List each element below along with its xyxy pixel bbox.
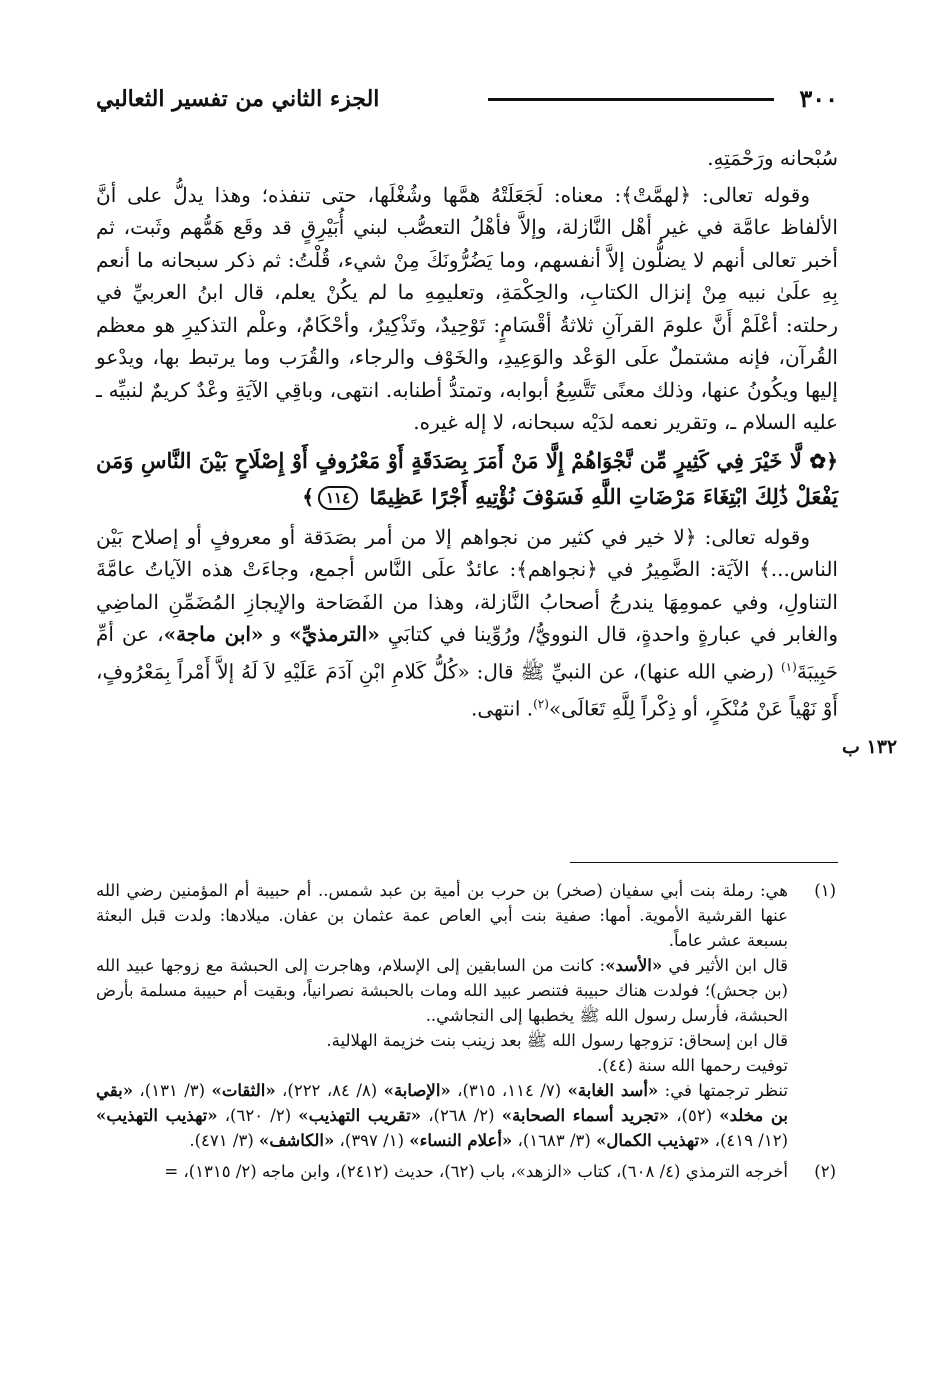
reference-title: «تهذيب الكمال» bbox=[596, 1131, 710, 1150]
reference-item bbox=[334, 1131, 512, 1150]
commentary-2-hadith: (رضي الله عنها)، عن النبيِّ ﷺ قال: «كُلُّ كَلامِ ابْنِ آدَمَ عَلَيْهِ لاَ لَهُ إلاَّ أَمْراً بِمَعْرُوفٍ، أَوْ نَهْياً عَنْ مُنْكَرٍ، أو ذِكْراً لِلَّهِ تَعَالَى» bbox=[96, 659, 838, 721]
footnote-1-bio: هي: رملة بنت أبي سفيان (صخر) بن حرب بن أمية بن عبد شمس.. أم حبيبة أم المؤمنين رضي الله عنها القرشية الأموية. أمها: صفية بنت أبي العاص عمة عثمان بن عفان. ميلادها: ولدت قبل البعثة بسبعة عشر عاماً. bbox=[96, 881, 788, 950]
reference-title: «الكاشف» bbox=[259, 1131, 335, 1150]
footnote-1 bbox=[96, 878, 838, 953]
footnote-ref-2[interactable]: (٢) bbox=[533, 696, 549, 711]
main-text bbox=[96, 142, 838, 725]
reference-item bbox=[218, 1106, 421, 1125]
references-lead: تنظر ترجمتها في: bbox=[664, 1081, 788, 1100]
page-header bbox=[96, 84, 838, 124]
reference-title: «تقريب التهذيب» bbox=[298, 1106, 422, 1125]
footnote-2-number: (٢) bbox=[814, 1162, 836, 1181]
reference-location: (٣/ ٤٧١). bbox=[189, 1131, 260, 1150]
footnote-1-references bbox=[96, 1078, 838, 1153]
footnote-1-ibn-ishaq: قال ابن إسحاق: تزوجها رسول الله ﷺ بعد زينب بنت خزيمة الهلالية. bbox=[326, 1031, 788, 1050]
reference-item bbox=[451, 1081, 659, 1100]
paragraph-commentary-2 bbox=[96, 521, 838, 725]
conjunction: و bbox=[271, 622, 282, 646]
manuscript-folio-marker: ١٣٢ ب bbox=[842, 736, 898, 758]
reference-title: «تهذيب التهذيب» bbox=[96, 1106, 218, 1125]
footnote-1-death: توفيت رحمها الله سنة (٤٤). bbox=[597, 1056, 788, 1075]
footnote-1-asad-lead: قال ابن الأثير في bbox=[668, 956, 788, 975]
footnote-1-number: (١) bbox=[814, 881, 836, 900]
commentary-2-end: . انتهى. bbox=[470, 696, 534, 721]
reference-item bbox=[133, 1081, 276, 1100]
commentary-2-text-b: ، عن أمِّ حَبِيبَةَ bbox=[96, 622, 839, 684]
quran-verse-block bbox=[96, 443, 838, 515]
reference-title: «الثقات» bbox=[211, 1081, 276, 1100]
book-title-asad: «الأسد» bbox=[605, 956, 663, 975]
reference-location: (٨/ ٨٤، ٢٢٢)، bbox=[275, 1081, 384, 1100]
footnote-1-asad-text: : كانت من السابقين إلى الإسلام، وهاجرت إلى الحبشة مع زوجها عبيد الله (بن جحش)؛ فولدت هناك حبيبة فتنصر عبيد الله ومات بالحبشة نصرانياً، وبقيت أم حبيبة مسلمة بأرض الحبشة، فأرسل رسول الله ﷺ يخطبها إلى النجاشي.. bbox=[96, 956, 788, 1025]
reference-item bbox=[276, 1081, 451, 1100]
reference-location: (١٢/ ٤١٩)، bbox=[709, 1131, 788, 1150]
verse-end-bracket-icon: ﴾ bbox=[302, 484, 314, 509]
reference-location: (٧/ ١١٤، ٣١٥)، bbox=[450, 1081, 568, 1100]
book-title-ibn-maja: «ابن ماجة» bbox=[163, 622, 264, 646]
footnote-1-asad bbox=[96, 953, 838, 1028]
verse-number-badge: ١١٤ bbox=[318, 486, 358, 510]
paragraph-continuation: سُبْحانه ورَحْمَتِهِ. bbox=[707, 146, 838, 170]
footnotes bbox=[96, 878, 838, 1184]
reference-location: (٥٢)، bbox=[669, 1106, 720, 1125]
footnote-separator bbox=[570, 862, 838, 863]
reference-item bbox=[512, 1131, 709, 1150]
running-title: الجزء الثاني من تفسير الثعالبي bbox=[96, 86, 380, 112]
reference-item bbox=[421, 1106, 669, 1125]
reference-title: «الإصابة» bbox=[383, 1081, 451, 1100]
reference-title: «بقي بن مخلد» bbox=[96, 1081, 789, 1125]
commentary-2-text: وقوله تعالى: ﴿لا خير في كثير من نجواهم إلا من أمر بصَدَقة أو معروفٍ أو إصلاح بَيْن الناس...﴾ الآيَة: الضَّمِيرُ في ﴿نجواهم﴾: عائدٌ علَى النَّاس أجمع، وجاءَتْ هذه الآياتُ عامَّةَ التناولِ، وفي عمومِهَا يندرجُ أصحابُ النَّازلة، وهذا من الفَصَاحة والإيجازِ المُضَمِّنِ الماضِي والغابر في عبارةٍ واحدةٍ، قال النوويُّ/ ورُوِّينا في كتابَيِ bbox=[96, 524, 838, 646]
header-rule bbox=[488, 98, 774, 101]
reference-location: (٢/ ٦٢٠)، bbox=[217, 1106, 299, 1125]
verse-start-ornament-icon: ﴿✿ bbox=[809, 448, 839, 473]
reference-location: (٣/ ١٣١)، bbox=[133, 1081, 212, 1100]
page-number: ٣٠٠ bbox=[799, 84, 838, 113]
reference-title: «تجريد أسماء الصحابة» bbox=[501, 1106, 670, 1125]
paragraph-commentary-1: وقوله تعالى: ﴿لهمَّتْ﴾: معناه: لَجَعَلَتْهُ همَّها وشُغْلَها، حتى تنفذه؛ وهذا يدلُّ على أنَّ الألفاظ عامَّة في غير أهْل النَّازلة، وإلاَّ فأهْلُ التعصُّب لبني أُبَيْرِقٍ قد وقَع هَمُّهم وثَبت، ثم أخبر تعالى أنهم لا يضلُّون إلاَّ أنفسهم، وما يَضُرُّونَكَ مِنْ شيء، قُلْتُ: ثم ذكر سبحانه ما أنعم بِهِ علَىٰ نبيه مِنْ إنزال الكتابِ، والحِكْمَةِ، وتعليمِهِ ما لم يكُنْ يعلم، قال ابنُ العربيِّ في رحلته: أعْلَمْ أَنَّ علومَ القرآنِ ثلاثةُ أقْسَامٍ: تَوْحِيدٌ، وتَذْكِيرٌ، وأحْكَامٌ، وعلْم التذكيرِ هو معظم القُرآن، فإنه مشتملٌ علَى الوَعْد والوَعِيدِ، والخَوْف والرجاء، والقُرَب وما يرتبط بها، ويدْعو إليها ويكُونُ عنها، وذلك معنًى تَتَّسِعُ أبوابه، وتمتدُّ أطنابه. انتهى، وباقِي الآيَةِ وعْدٌ كريمٌ لنبيِّه ـ عليه السلام ـ، وتقرير نعمه لدَيْه سبحانه، لا إله غيره. bbox=[96, 182, 838, 434]
footnote-2-text: أخرجه الترمذي (٤/ ٦٠٨)، كتاب «الزهد»، باب (٦٢)، حديث (٢٤١٢)، وابن ماجه (٢/ ١٣١٥)، = bbox=[164, 1162, 788, 1181]
reference-location: (٢/ ٢٦٨)، bbox=[421, 1106, 502, 1125]
reference-title: «أسد الغابة» bbox=[567, 1081, 659, 1100]
reference-item bbox=[189, 1131, 334, 1150]
footnote-ref-1[interactable]: (١) bbox=[780, 659, 797, 674]
reference-location: (١/ ٣٩٧)، bbox=[334, 1131, 410, 1150]
quran-verse-text: لَّا خَيْرَ فِي كَثِيرٍ مِّن نَّجْوَاهُمْ إِلَّا مَنْ أَمَرَ بِصَدَقَةٍ أَوْ مَعْرُوفٍ أَوْ إِصْلَاحٍ بَيْنَ النَّاسِ وَمَن يَفْعَلْ ذَٰلِكَ ابْتِغَاءَ مَرْضَاتِ اللَّهِ فَسَوْفَ نُؤْتِيهِ أَجْرًا عَظِيمًا bbox=[96, 447, 838, 509]
reference-location: (٣/ ١٦٨٣)، bbox=[512, 1131, 597, 1150]
footnote-2 bbox=[96, 1159, 838, 1184]
reference-title: «أعلام النساء» bbox=[409, 1131, 513, 1150]
book-title-tirmidhi: «الترمذيِّ» bbox=[289, 622, 380, 646]
